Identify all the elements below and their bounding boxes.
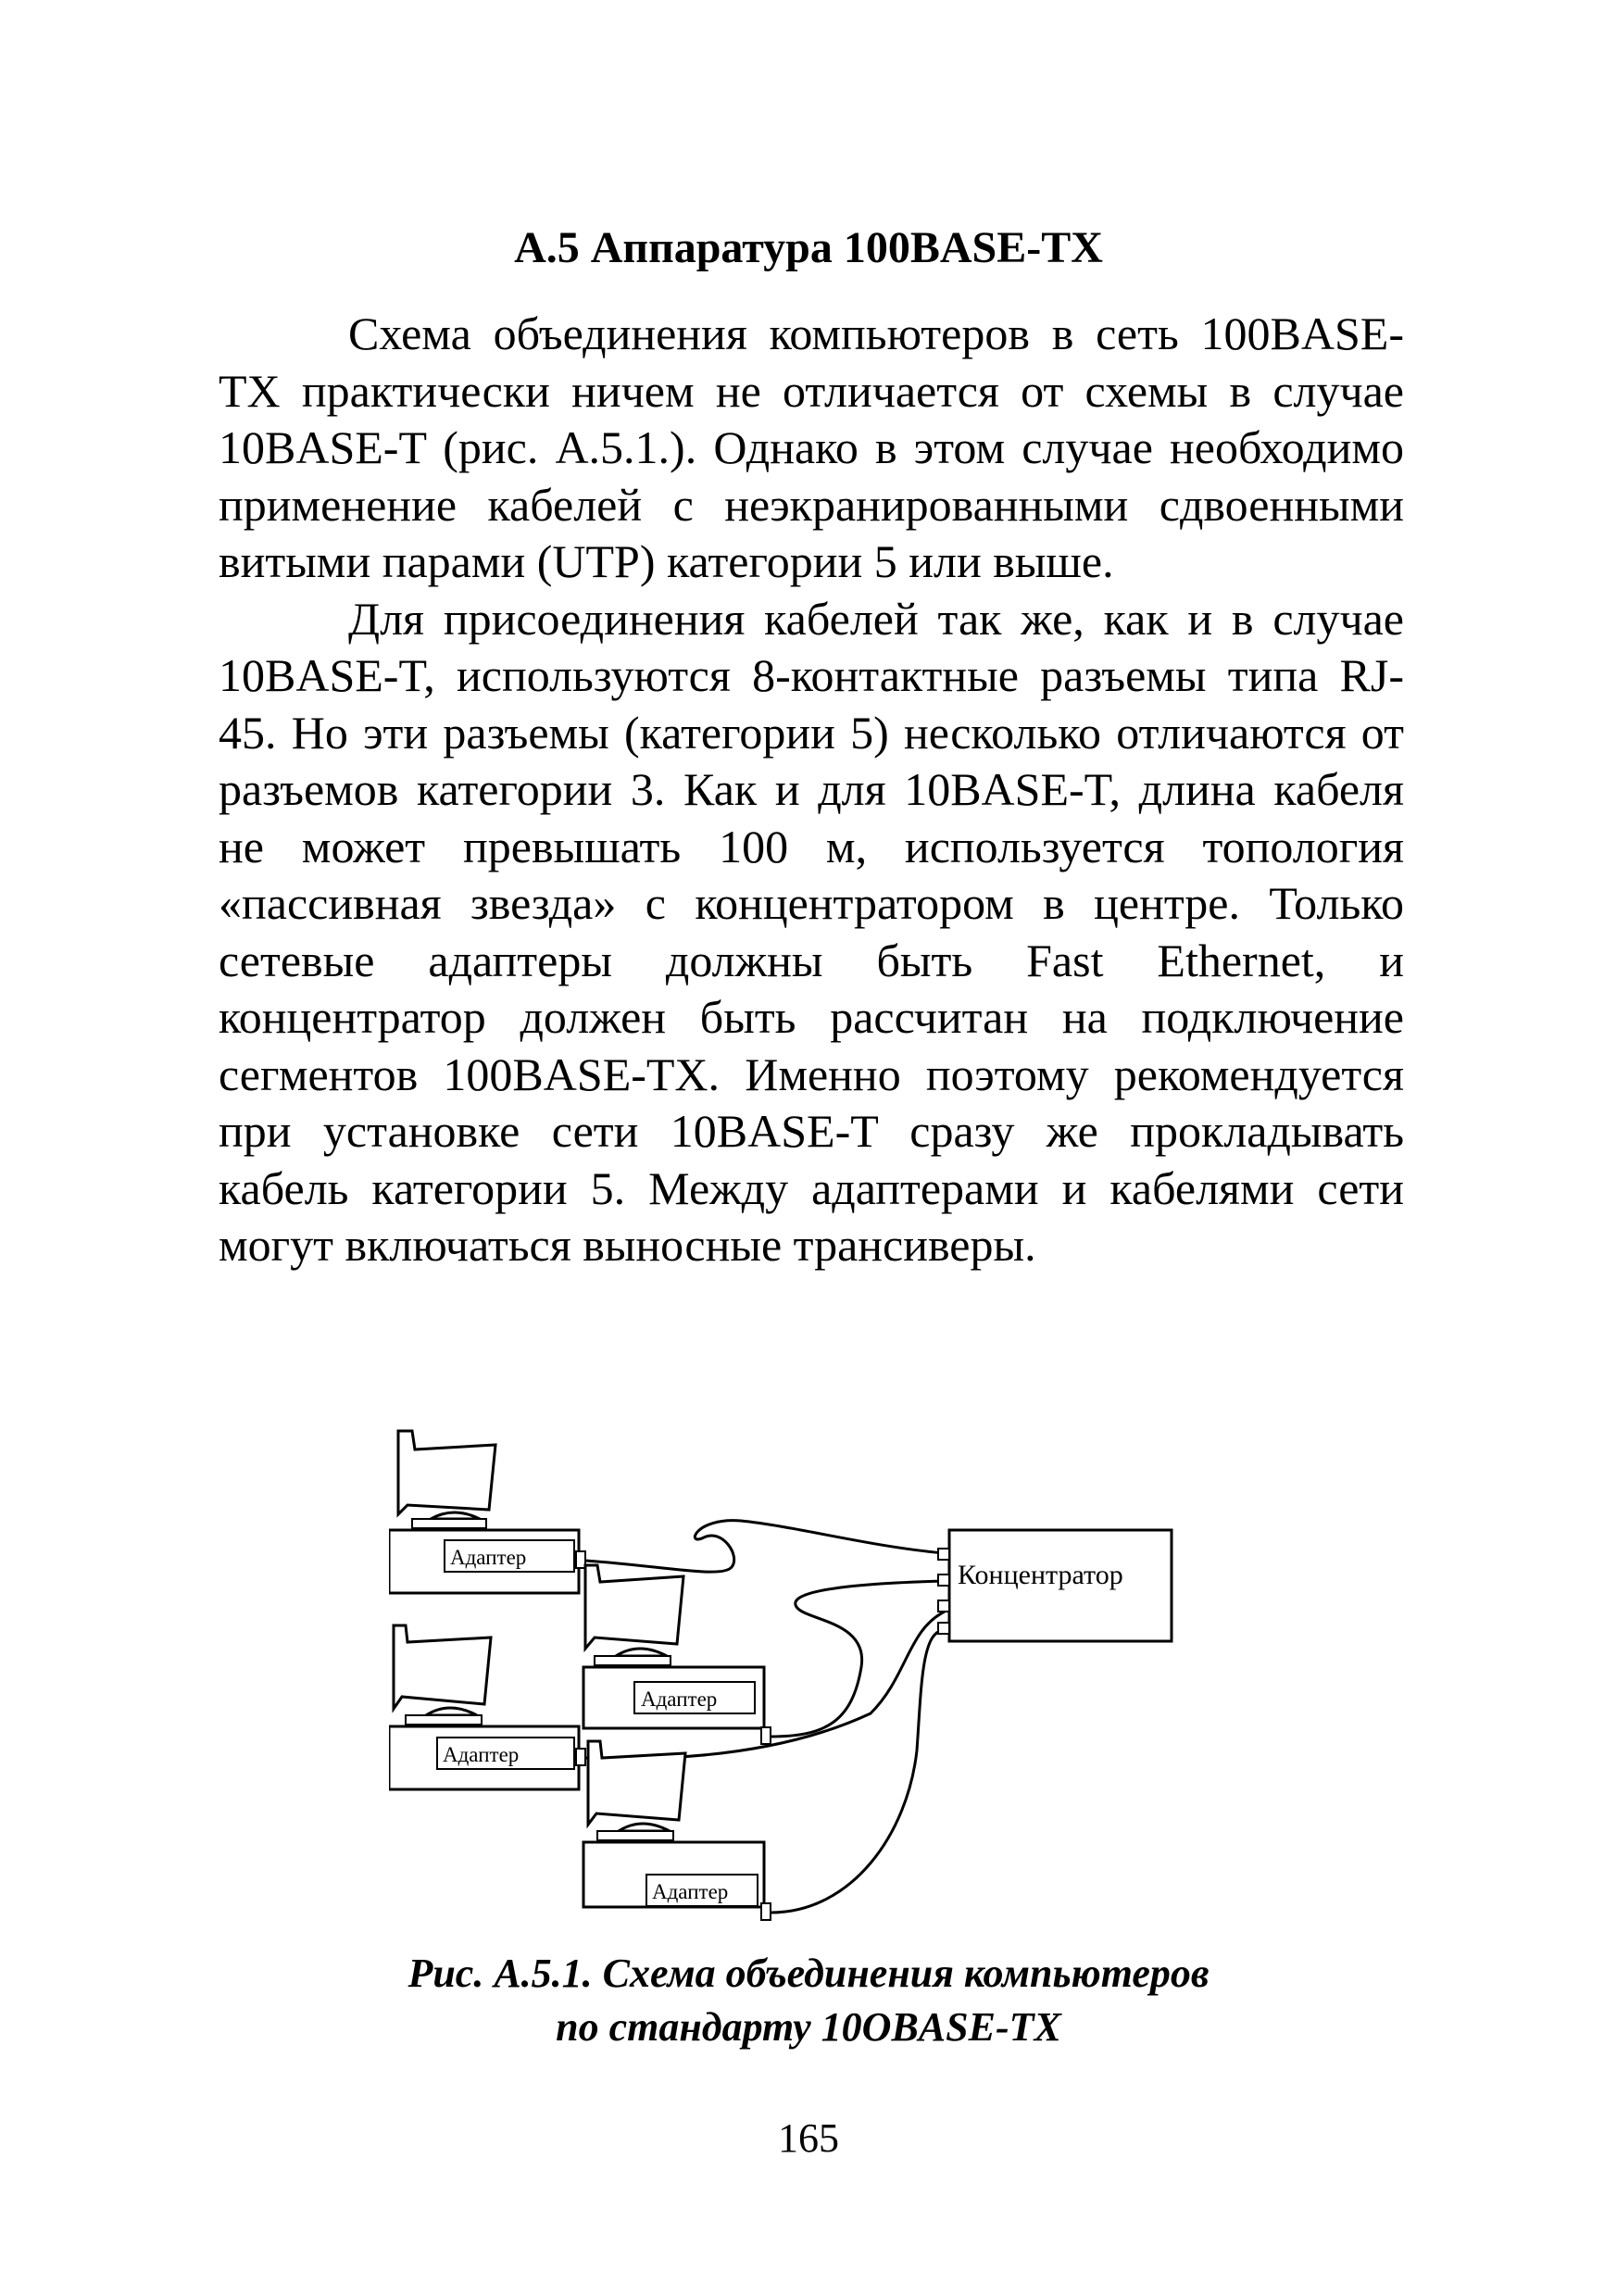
- adapter-label-3: Адаптер: [443, 1743, 520, 1766]
- figure-caption: [0, 1947, 1617, 2054]
- hub-port-3: [938, 1600, 949, 1612]
- hub-label: Концентратор: [958, 1560, 1123, 1590]
- caption-line-1: Рис. А.5.1. Схема объединения компьютеров: [407, 1951, 1210, 1996]
- computer-4: [583, 1741, 771, 1920]
- adapter-port-4: [761, 1903, 771, 1920]
- adapter-label-1: Адаптер: [450, 1546, 527, 1569]
- paragraph-1: Схема объединения компьютеров в сеть 100BASE-TX практически ничем не отличается от схемы в случае 10BASE-T (рис. А.5.1.). Однако в этом случае необходимо применение кабелей с неэкранированными сдвоенными витыми парами (UTP) категории 5 или выше.: [219, 307, 1404, 587]
- body-text: [219, 306, 1404, 1274]
- monitor-icon: [398, 1431, 495, 1514]
- hub-port-1: [938, 1549, 949, 1560]
- computer-2: [583, 1565, 771, 1744]
- caption-line-2: по стандарту 10OBASE-TX: [556, 2004, 1061, 2050]
- hub-port-4: [938, 1623, 949, 1634]
- adapter-label-4: Адаптер: [652, 1880, 729, 1903]
- paragraph-2: Для присоединения кабелей так же, как и в случае 10BASE-T, используются 8-контактные разъемы типа RJ-45. Но эти разъемы (категории 5) несколько отличаются от разъемов категории 3. Как и для 10BASE-T, длина кабеля не может превышать 100 м, используется топология «пассивная звезда» с концентратором в центре. Только сетевые адаптеры должны быть Fast Ethernet, и концентратор должен быть рассчитан на подключение сегментов 100BASE-TX. Именно поэтому рекомендуется при установке сети 10BASE-T сразу же прокладывать кабель категории 5. Между адаптерами и кабелями сети могут включаться выносные трансиверы.: [219, 592, 1404, 1271]
- cable-4: [771, 1630, 945, 1913]
- cable-1: [585, 1521, 945, 1573]
- section-title: А.5 Аппаратура 100BASE-TX: [514, 223, 1103, 272]
- computer-1: [389, 1431, 585, 1593]
- hub: [938, 1530, 1172, 1641]
- hub-port-2: [938, 1575, 949, 1586]
- computer-3: [389, 1625, 585, 1789]
- adapter-port-2: [761, 1727, 771, 1744]
- adapter-port-3: [576, 1749, 585, 1765]
- network-diagram: [389, 1417, 1185, 1936]
- monitor-icon: [394, 1625, 491, 1709]
- monitor-icon: [585, 1565, 683, 1649]
- monitor-icon: [588, 1741, 685, 1825]
- adapter-label-2: Адаптер: [641, 1687, 718, 1711]
- page-number: 165: [778, 2115, 839, 2161]
